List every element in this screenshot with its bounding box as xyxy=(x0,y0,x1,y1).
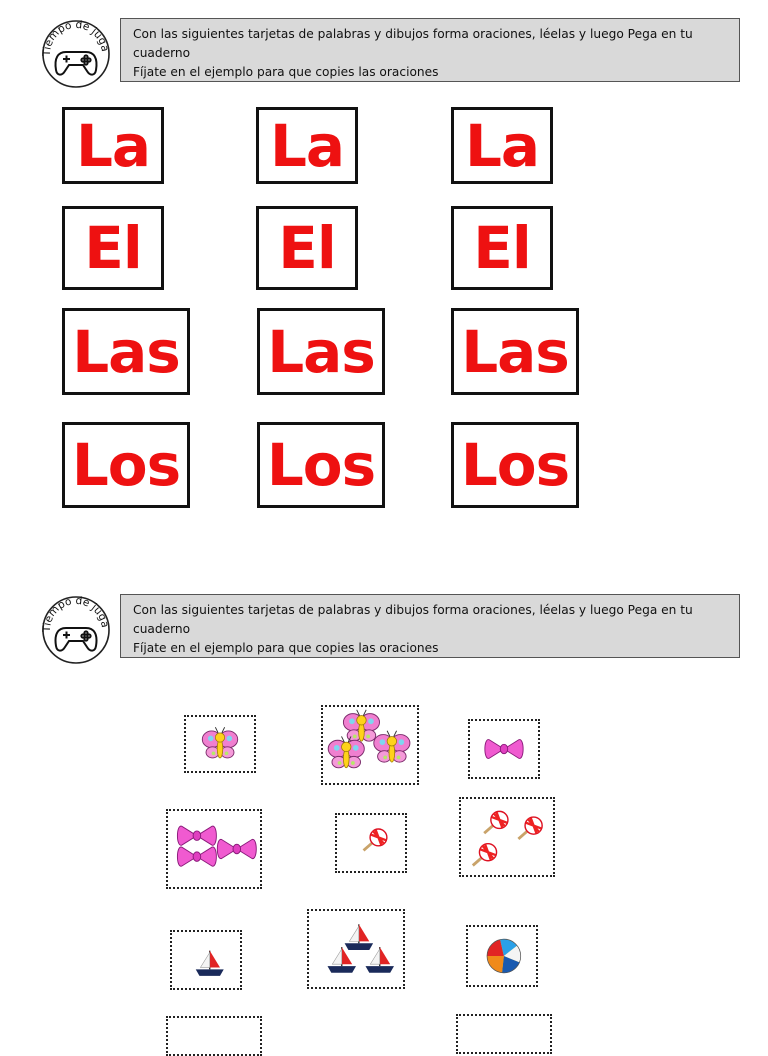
word-card-la[interactable]: La xyxy=(62,107,164,184)
word-card-el[interactable]: El xyxy=(62,206,164,290)
ball-icon xyxy=(468,927,536,985)
instruction-line-1: Con las siguientes tarjetas de palabras y dibujos forma oraciones, léelas y luego Pega en tu xyxy=(133,27,693,41)
instruction-line-1: Con las siguientes tarjetas de palabras y dibujos forma oraciones, léelas y luego Pega en tu xyxy=(133,603,693,617)
picture-card-bows[interactable] xyxy=(166,809,262,889)
bows-icon xyxy=(168,811,260,887)
word-card-la[interactable]: La xyxy=(256,107,358,184)
picture-card-lollipop[interactable] xyxy=(335,813,407,873)
svg-text:Tiempo de jugar: Tiempo de juga xyxy=(40,18,111,57)
word-card-la[interactable]: La xyxy=(451,107,553,184)
picture-card-boats[interactable] xyxy=(307,909,405,989)
picture-card-boat[interactable] xyxy=(170,930,242,990)
butterfly-icon xyxy=(186,717,254,771)
bow-icon xyxy=(470,721,538,777)
picture-card-bow[interactable] xyxy=(468,719,540,779)
word-card-los[interactable]: Los xyxy=(62,422,190,508)
logo-tiempo-de-jugar xyxy=(36,594,116,666)
picture-card-lollipops[interactable] xyxy=(459,797,555,877)
word-card-los[interactable]: Los xyxy=(257,422,385,508)
picture-card-ball[interactable] xyxy=(466,925,538,987)
word-card-las[interactable]: Las xyxy=(257,308,385,395)
picture-card-butterfly[interactable] xyxy=(184,715,256,773)
svg-text:Tiempo de jugar: Tiempo de juga xyxy=(40,594,111,633)
word-card-los[interactable]: Los xyxy=(451,422,579,508)
instruction-line-2: cuaderno xyxy=(133,46,191,60)
word-card-las[interactable]: Las xyxy=(451,308,579,395)
boats-icon xyxy=(309,911,403,987)
lollipop-icon xyxy=(337,815,405,871)
logo-tiempo-de-jugar xyxy=(36,18,116,90)
butterflies-icon xyxy=(323,707,417,783)
lollipops-icon xyxy=(461,799,553,875)
picture-card-partial[interactable] xyxy=(456,1014,552,1054)
instruction-line-2: cuaderno xyxy=(133,622,191,636)
word-card-el[interactable]: El xyxy=(451,206,553,290)
boat-icon xyxy=(172,932,240,988)
word-card-el[interactable]: El xyxy=(256,206,358,290)
picture-card-butterflies[interactable] xyxy=(321,705,419,785)
instruction-line-3: Fíjate en el ejemplo para que copies las oraciones xyxy=(133,641,439,655)
instruction-line-3: Fíjate en el ejemplo para que copies las oraciones xyxy=(133,65,439,79)
worksheet-header-top xyxy=(36,18,740,90)
word-card-las[interactable]: Las xyxy=(62,308,190,395)
picture-card-partial[interactable] xyxy=(166,1016,262,1056)
instructions-box xyxy=(120,594,740,658)
worksheet-header-bottom xyxy=(36,594,740,666)
instructions-box xyxy=(120,18,740,82)
